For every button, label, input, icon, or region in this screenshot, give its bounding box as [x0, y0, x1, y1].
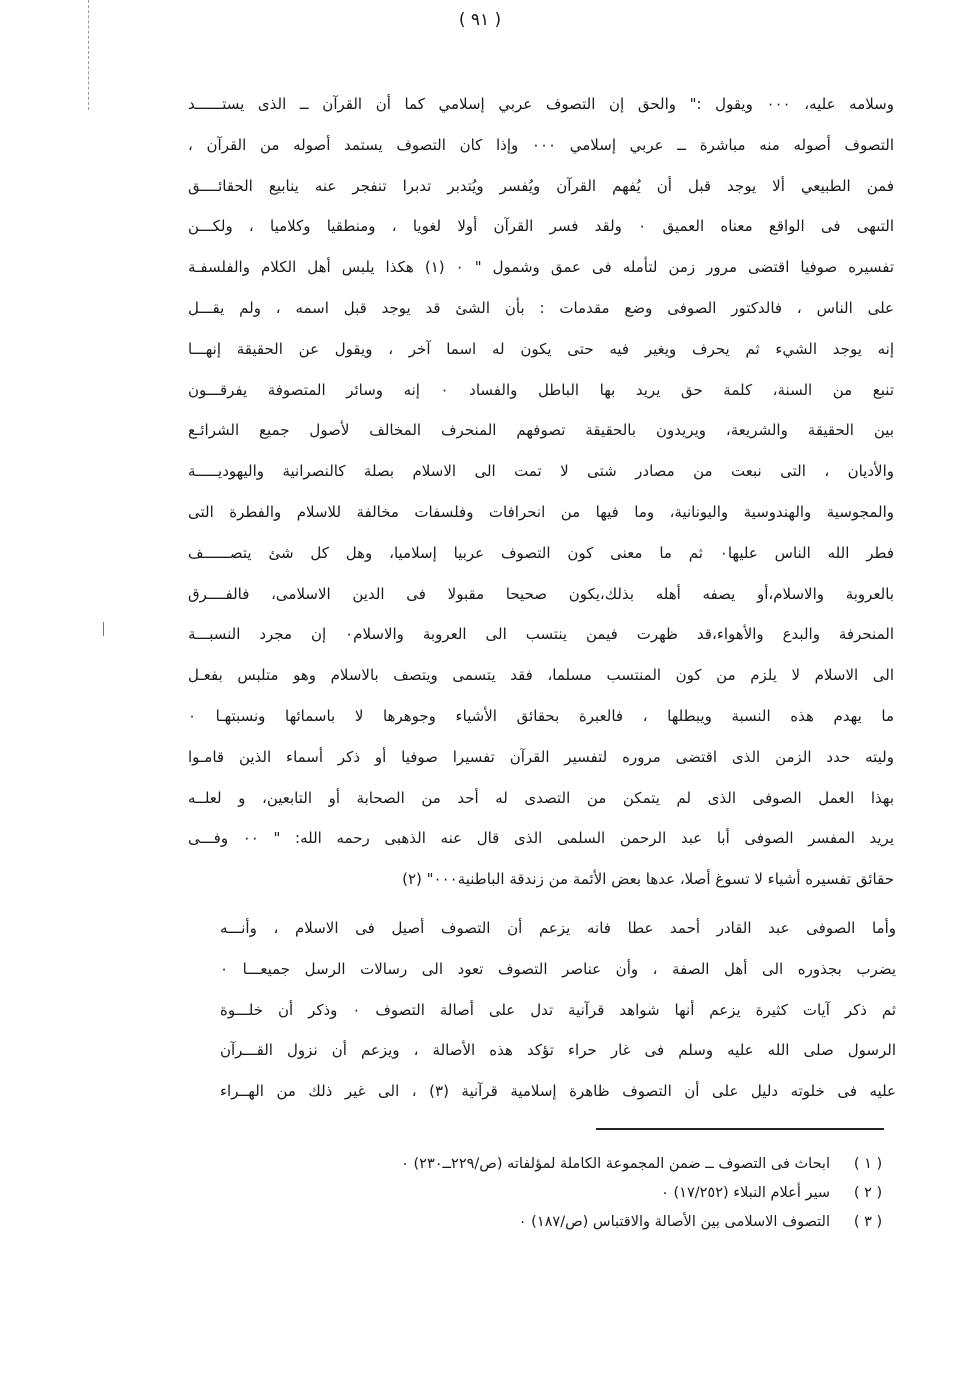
- text-line: والأديان ، التى نبعت من مصادر شتى لا تمت الى الاسلام بصلة كالنصرانية واليهوديـــــة: [188, 462, 894, 481]
- text-line: بالعروبة والاسلام،أو يصفه أهله بذلك،يكون صحيحا مقبولا فى الدين الاسلامى، فالفــــرق: [188, 584, 894, 603]
- text-line: وأما الصوفى عبد القادر أحمد عطا فانه يزعم أن التصوف أصيل فى الاسلام ، وأنـــه: [220, 919, 896, 937]
- text-line: فطر الله الناس عليها٠ ثم ما معنى كون التصوف عربيا إسلاميا، وهل كل شئ يتصــــــف: [188, 543, 894, 562]
- page-number: ( ٩١ ): [458, 10, 502, 30]
- text-line: عليه فى خلوته دليل على أن التصوف ظاهرة إسلامية قرآنية (٣) ، الى غير ذلك من الهــراء: [220, 1082, 896, 1101]
- text-line: ثم ذكر آيات كثيرة يزعم أنها شواهد قرآنية تدل على أصالة التصوف ٠ وذكر أن خلـــوة: [220, 1000, 896, 1019]
- text-line: المنحرفة والبدع والأهواء،قد ظهرت فيمن ينتسب الى العروبة والاسلام٠ إن مجرد النسبـــة: [188, 625, 894, 644]
- text-line: حقائق تفسيره أشياء لا تسوغ أصلا، عدها بعض الأئمة من زندقة الباطنية٠٠٠" (٢): [402, 870, 894, 889]
- text-line: الرسول صلى الله عليه وسلم فى غار حراء تؤكد هذه الأصالة ، ويزعم أن نزول القـــرآن: [220, 1041, 896, 1060]
- text-line: فمن الطبيعي ألا يوجد قبل أن يُفهم القرآن ويُفسر ويُتدبر تدبرا تنفجر عنه ينابيع الحقائــــق: [188, 176, 894, 195]
- footnote-text: سير أعلام النبلاء (١٧/٢٥٢) ٠: [661, 1185, 830, 1201]
- footnote-number: ( ٢ ): [853, 1185, 883, 1201]
- footnote-number: ( ٣ ): [853, 1214, 883, 1230]
- footnote: [240, 1179, 898, 1208]
- text-line: على الناس ، فالدكتور الصوفى وضع مقدمات : بأن الشئ قد يوجد قبل اسمه ، ولم يقـــل: [188, 298, 894, 317]
- footnotes: [240, 1150, 898, 1237]
- text-line: يريد المفسر الصوفى أبا عبد الرحمن السلمى الذى قال عنه الذهبى رحمه الله: " ٠٠ وفـــى: [188, 829, 894, 848]
- text-line: ما يهدم هذه النسبة ويبطلها ، فالعبرة بحقائق الأشياء وجوهرها لا باسمائها ونسبتهـا ٠: [188, 706, 894, 725]
- footnote-text: ابحاث فى التصوف ــ ضمن المجموعة الكاملة لمؤلفاته (ص/٢٢٩ــ٢٣٠) ٠: [401, 1156, 830, 1172]
- footnote-divider: [596, 1128, 884, 1130]
- footnote-text: التصوف الاسلامى بين الأصالة والاقتباس (ص/١٨٧) ٠: [518, 1214, 830, 1230]
- text-line: وسلامه عليه، ٠٠٠ ويقول :" والحق إن التصوف عربي إسلامي كما أن القرآن ــ الذى يستــــــد: [188, 95, 894, 113]
- scan-margin-mark: [103, 622, 104, 636]
- text-line: بين الحقيقة والشريعة، ويريدون بالحقيقة تصوفهم المنحرف المخالف لأصول جميع الشرائـع: [188, 421, 894, 440]
- footnote: [240, 1150, 898, 1179]
- text-line: بهذا العمل الصوفى الذى لم يتمكن من التصدى له أحد من الصحابة أو التابعين، و لعلــه: [188, 788, 894, 807]
- text-line: التىهى فى الواقع معناه العميق ٠ ولقد فسر القرآن أولا لغويا ، ومنطقيا وكلاميا ، ولكـــن: [188, 217, 894, 236]
- text-line: تنبع من السنة، كلمة حق يريد بها الباطل والفساد ٠ إنه وسائر المتصوفة يفرقـــون: [188, 380, 894, 399]
- text-line: تفسيره صوفيا اقتضى مرور زمن لتأمله فى عمق وشمول " ٠ (١) هكذا يلبس أهل الكلام والفلسفـة: [188, 258, 894, 277]
- text-line: الى الاسلام لا يلزم من كون المنتسب مسلما، فقد يتسمى ويتصف بالاسلام وهو متلبس بفعـل: [188, 666, 894, 685]
- footnote: [240, 1208, 898, 1237]
- text-line: التصوف أصوله منه مباشرة ــ عربي إسلامي ٠٠٠ وإذا كان التصوف يستمد أصوله من القرآن ،: [188, 135, 894, 154]
- text-line: وليته حدد الزمن الذى اقتضى مروره لتفسير القرآن تفسيرا صوفيا أو ذكر أسماء الذين قامـوا: [188, 747, 894, 766]
- footnote-number: ( ١ ): [853, 1156, 883, 1172]
- text-line: إنه يوجد الشيء ثم يحرف ويغير فيه حتى يكون له اسما آخر ، ويقول عن الحقيقة إنهـــا: [188, 339, 894, 358]
- paragraph-2: [220, 908, 896, 1112]
- text-line: والمجوسية والهندوسية واليونانية، وما فيها من انحرافات وفلسفات مخالفة للاسلام والفطرة التى: [188, 502, 894, 521]
- text-line: يضرب بجذوره الى أهل الصفة ، وأن عناصر التصوف تعود الى رسالات الرسل جميعـــا ٠: [220, 959, 896, 978]
- paragraph-1: [188, 84, 894, 900]
